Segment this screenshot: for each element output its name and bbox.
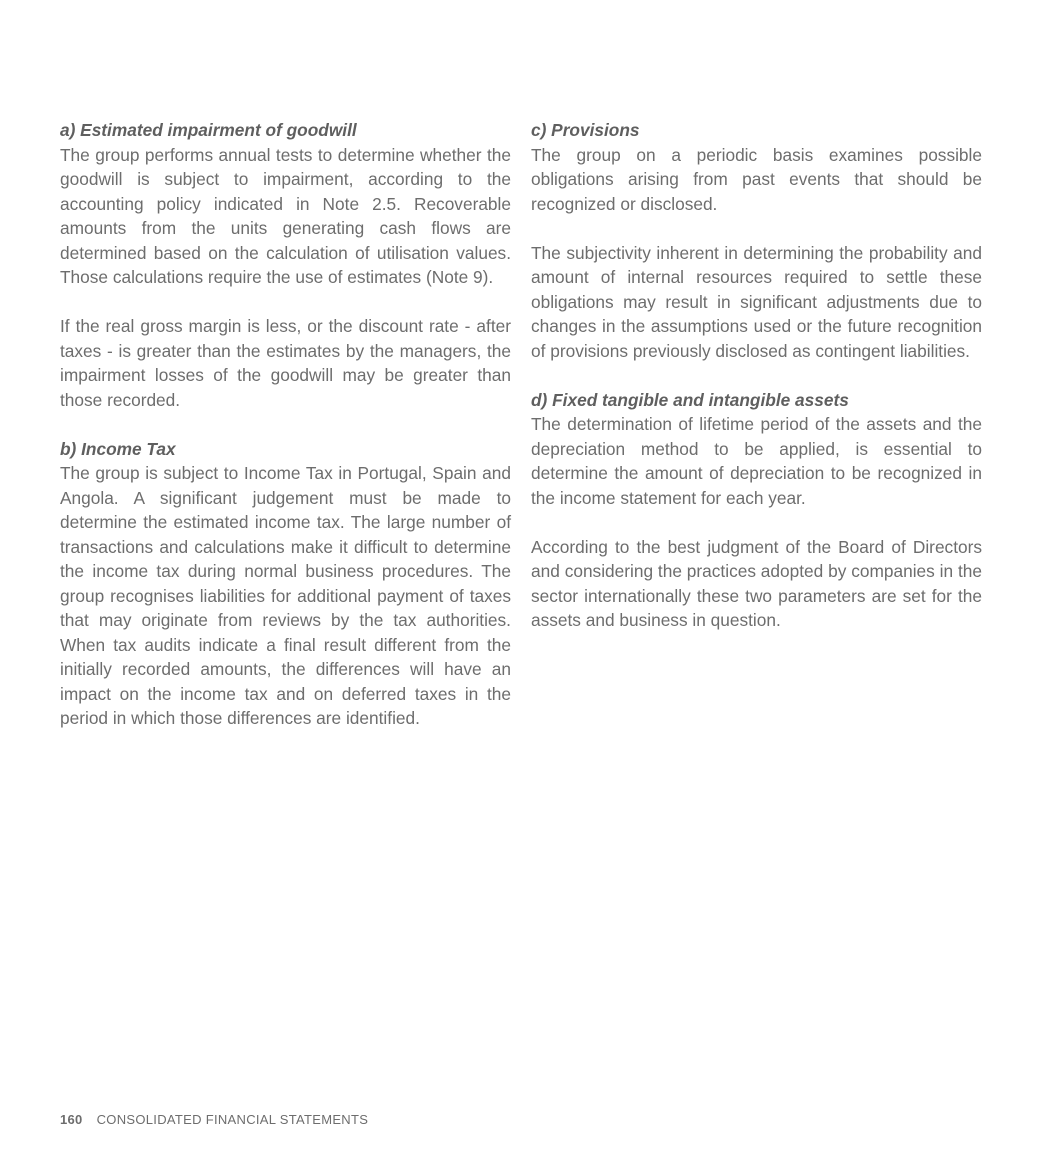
- section-paragraph: The group on a periodic basis examines possible obligations arising from past events that should be recognized or disclosed.: [531, 144, 982, 214]
- right-column: [531, 118, 982, 633]
- section-goodwill-impairment: [60, 118, 511, 412]
- left-column: [60, 118, 511, 731]
- footer-section-title: CONSOLIDATED FINANCIAL STATEMENTS: [96, 1112, 369, 1127]
- section-heading: b) Income Tax: [60, 438, 176, 459]
- section-heading: a) Estimated impairment of goodwill: [60, 120, 357, 140]
- section-fixed-assets: [531, 388, 982, 633]
- section-heading: d) Fixed tangible and intangible assets: [531, 389, 849, 410]
- section-paragraph: The subjectivity inherent in determining the probability and amount of internal resources required to settle these obligations may result in significant adjustments due to changes in the assumptions used or the future recognition of provisions previously disclosed as contingent liabilities.: [531, 242, 982, 361]
- section-paragraph: The group is subject to Income Tax in Portugal, Spain and Angola. A significant judgement must be made to determine the estimated income tax. The large number of transactions and calculations make it difficult to determine the income tax during normal business procedures. The group recognises liabilities for additional payment of taxes that may originate from reviews by the tax authorities. When tax audits indicate a final result different from the initially recorded amounts, the differences will have an impact on the income tax and on deferred taxes in the period in which those differences are identified.: [60, 463, 511, 728]
- section-paragraph: According to the best judgment of the Board of Directors and considering the practices adopted by companies in the sector internationally these two parameters are set for the assets and business in question.: [531, 536, 982, 630]
- page-number: 160: [60, 1112, 83, 1127]
- section-paragraph: If the real gross margin is less, or the discount rate - after taxes - is greater than the estimates by the managers, the impairment losses of the goodwill may be greater than those recorded.: [60, 316, 511, 410]
- section-heading: c) Provisions: [531, 120, 640, 140]
- section-paragraph: The determination of lifetime period of the assets and the depreciation method to be applied, is essential to determine the amount of depreciation to be recognized in the income statement for each year.: [531, 414, 982, 508]
- page-footer: [60, 1112, 368, 1127]
- section-income-tax: [60, 437, 511, 731]
- section-provisions: [531, 118, 982, 363]
- section-paragraph: The group performs annual tests to determine whether the goodwill is subject to impairment, according to the accounting policy indicated in Note 2.5. Recoverable amounts from the units generating cash flows are determined based on the calculation of utilisation values. Those calculations require the use of estimates (Note 9).: [60, 144, 511, 287]
